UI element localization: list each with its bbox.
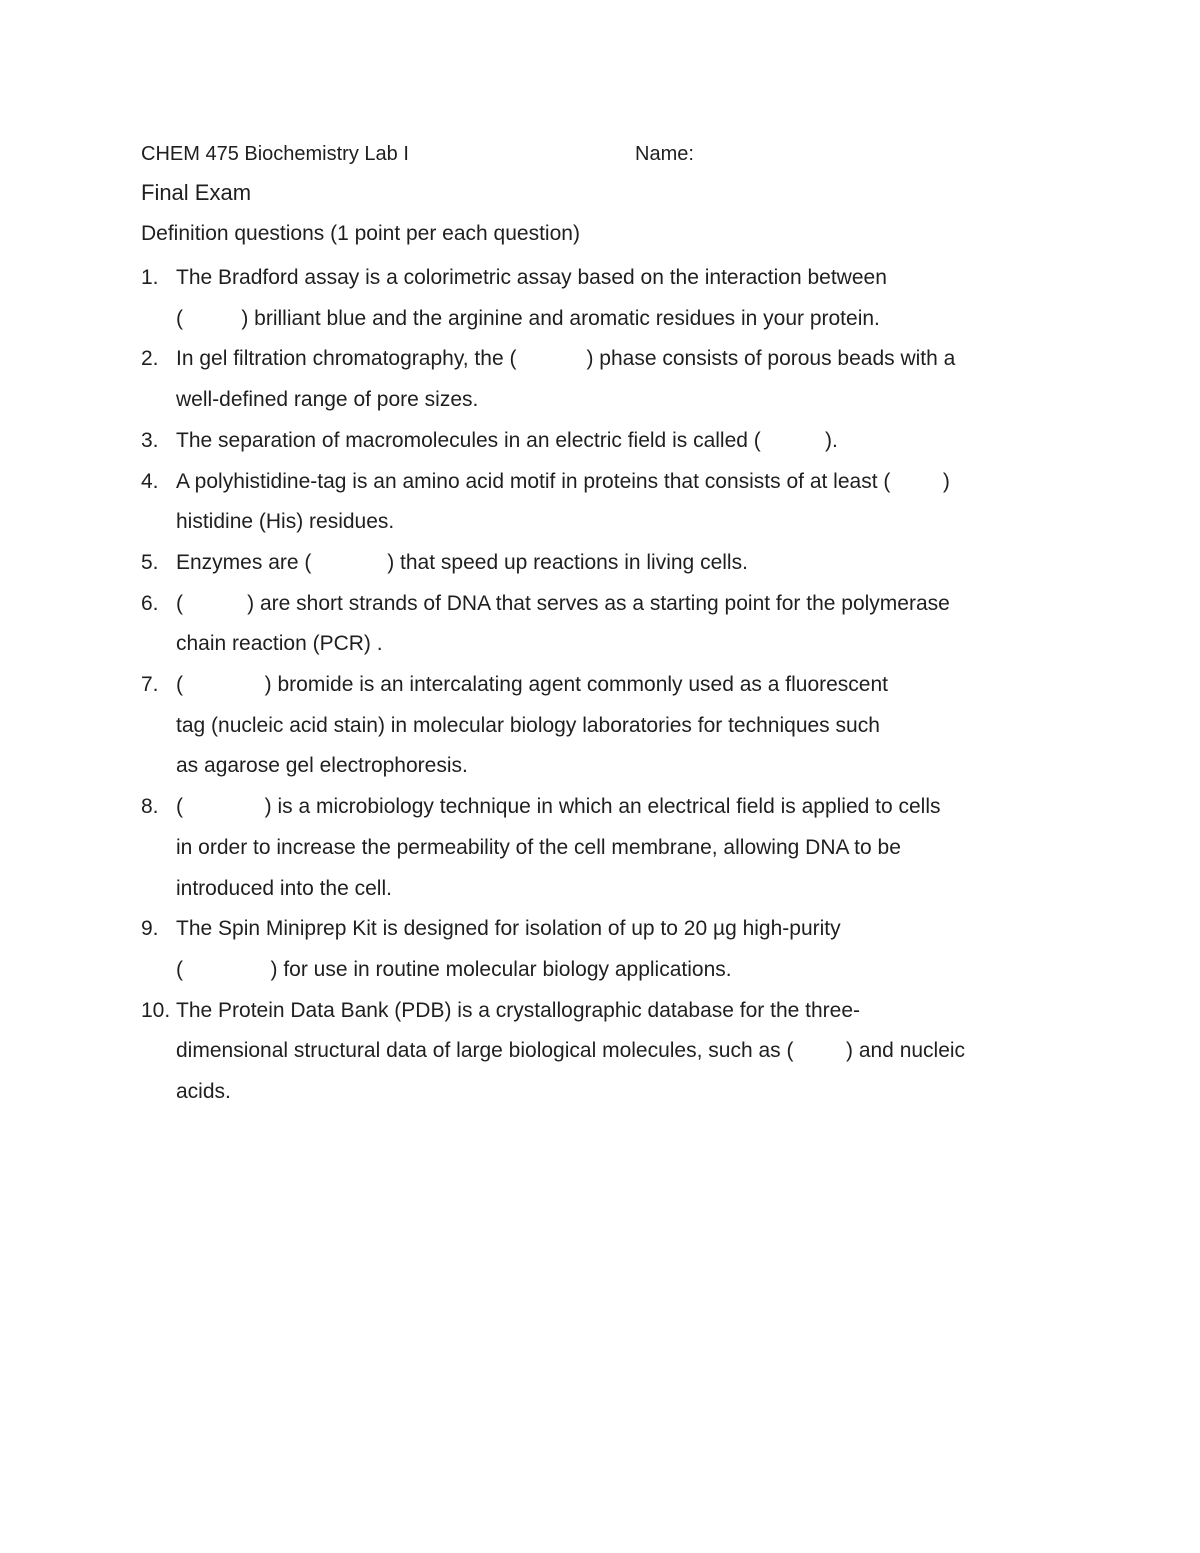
question-text-line: Enzymes are ( ) that speed up reactions in living cells.	[176, 550, 748, 574]
question-item	[141, 258, 1071, 339]
question-text-line: ( ) brilliant blue and the arginine and aromatic residues in your protein.	[176, 306, 880, 330]
question-text-line: ( ) for use in routine molecular biology applications.	[176, 957, 732, 981]
question-text-line: ( ) are short strands of DNA that serves as a starting point for the polymerase	[176, 591, 950, 615]
name-label: Name:	[635, 143, 694, 165]
question-item	[141, 665, 1071, 787]
question-number: 1.	[141, 266, 159, 289]
question-text-line: The Protein Data Bank (PDB) is a crystallographic database for the three-	[176, 998, 860, 1022]
question-item	[141, 339, 1071, 420]
question-number: 7.	[141, 673, 159, 697]
question-item	[141, 421, 1071, 462]
question-text-line: ( ) is a microbiology technique in which an electrical field is applied to cells	[176, 795, 941, 819]
question-number: 10.	[141, 998, 171, 1022]
exam-title: Final Exam	[141, 180, 252, 205]
course-title: CHEM 475 Biochemistry Lab I	[141, 143, 409, 165]
question-item	[141, 787, 1071, 909]
question-text-line: in order to increase the permeability of the cell membrane, allowing DNA to be	[176, 835, 901, 859]
question-text-line: chain reaction (PCR) .	[176, 632, 383, 656]
question-number: 6.	[141, 591, 159, 615]
question-text-line: introduced into the cell.	[176, 876, 392, 900]
question-text-line: In gel filtration chromatography, the ( ) phase consists of porous beads with a	[176, 347, 956, 371]
question-text-line: The separation of macromolecules in an electric field is called ( ).	[176, 428, 838, 452]
question-text-line: histidine (His) residues.	[176, 510, 395, 534]
question-text-line: ( ) bromide is an intercalating agent commonly used as a fluorescent	[176, 673, 889, 697]
question-item	[141, 543, 1071, 584]
question-item	[141, 909, 1071, 990]
question-text-line: The Spin Miniprep Kit is designed for isolation of up to 20 µg high-purity	[176, 917, 841, 941]
question-number: 2.	[141, 347, 159, 371]
question-text-line: as agarose gel electrophoresis.	[176, 754, 468, 778]
question-text-line: tag (nucleic acid stain) in molecular biology laboratories for techniques such	[176, 713, 880, 737]
question-list	[141, 258, 1071, 1113]
section-heading: Definition questions (1 point per each question)	[141, 222, 580, 245]
question-number: 9.	[141, 917, 159, 941]
question-number: 3.	[141, 428, 159, 452]
question-item	[141, 584, 1071, 665]
question-text-line: acids.	[176, 1080, 231, 1104]
question-item	[141, 991, 1071, 1113]
question-text-line: dimensional structural data of large biological molecules, such as ( ) and nucleic	[176, 1039, 966, 1063]
question-number: 5.	[141, 550, 159, 574]
question-text-line: well-defined range of pore sizes.	[176, 388, 479, 412]
question-number: 4.	[141, 469, 159, 493]
question-number: 8.	[141, 795, 159, 819]
question-text-line: A polyhistidine-tag is an amino acid motif in proteins that consists of at least ( )	[176, 469, 950, 493]
question-item	[141, 462, 1071, 543]
question-text-line: The Bradford assay is a colorimetric assay based on the interaction between	[176, 266, 887, 289]
